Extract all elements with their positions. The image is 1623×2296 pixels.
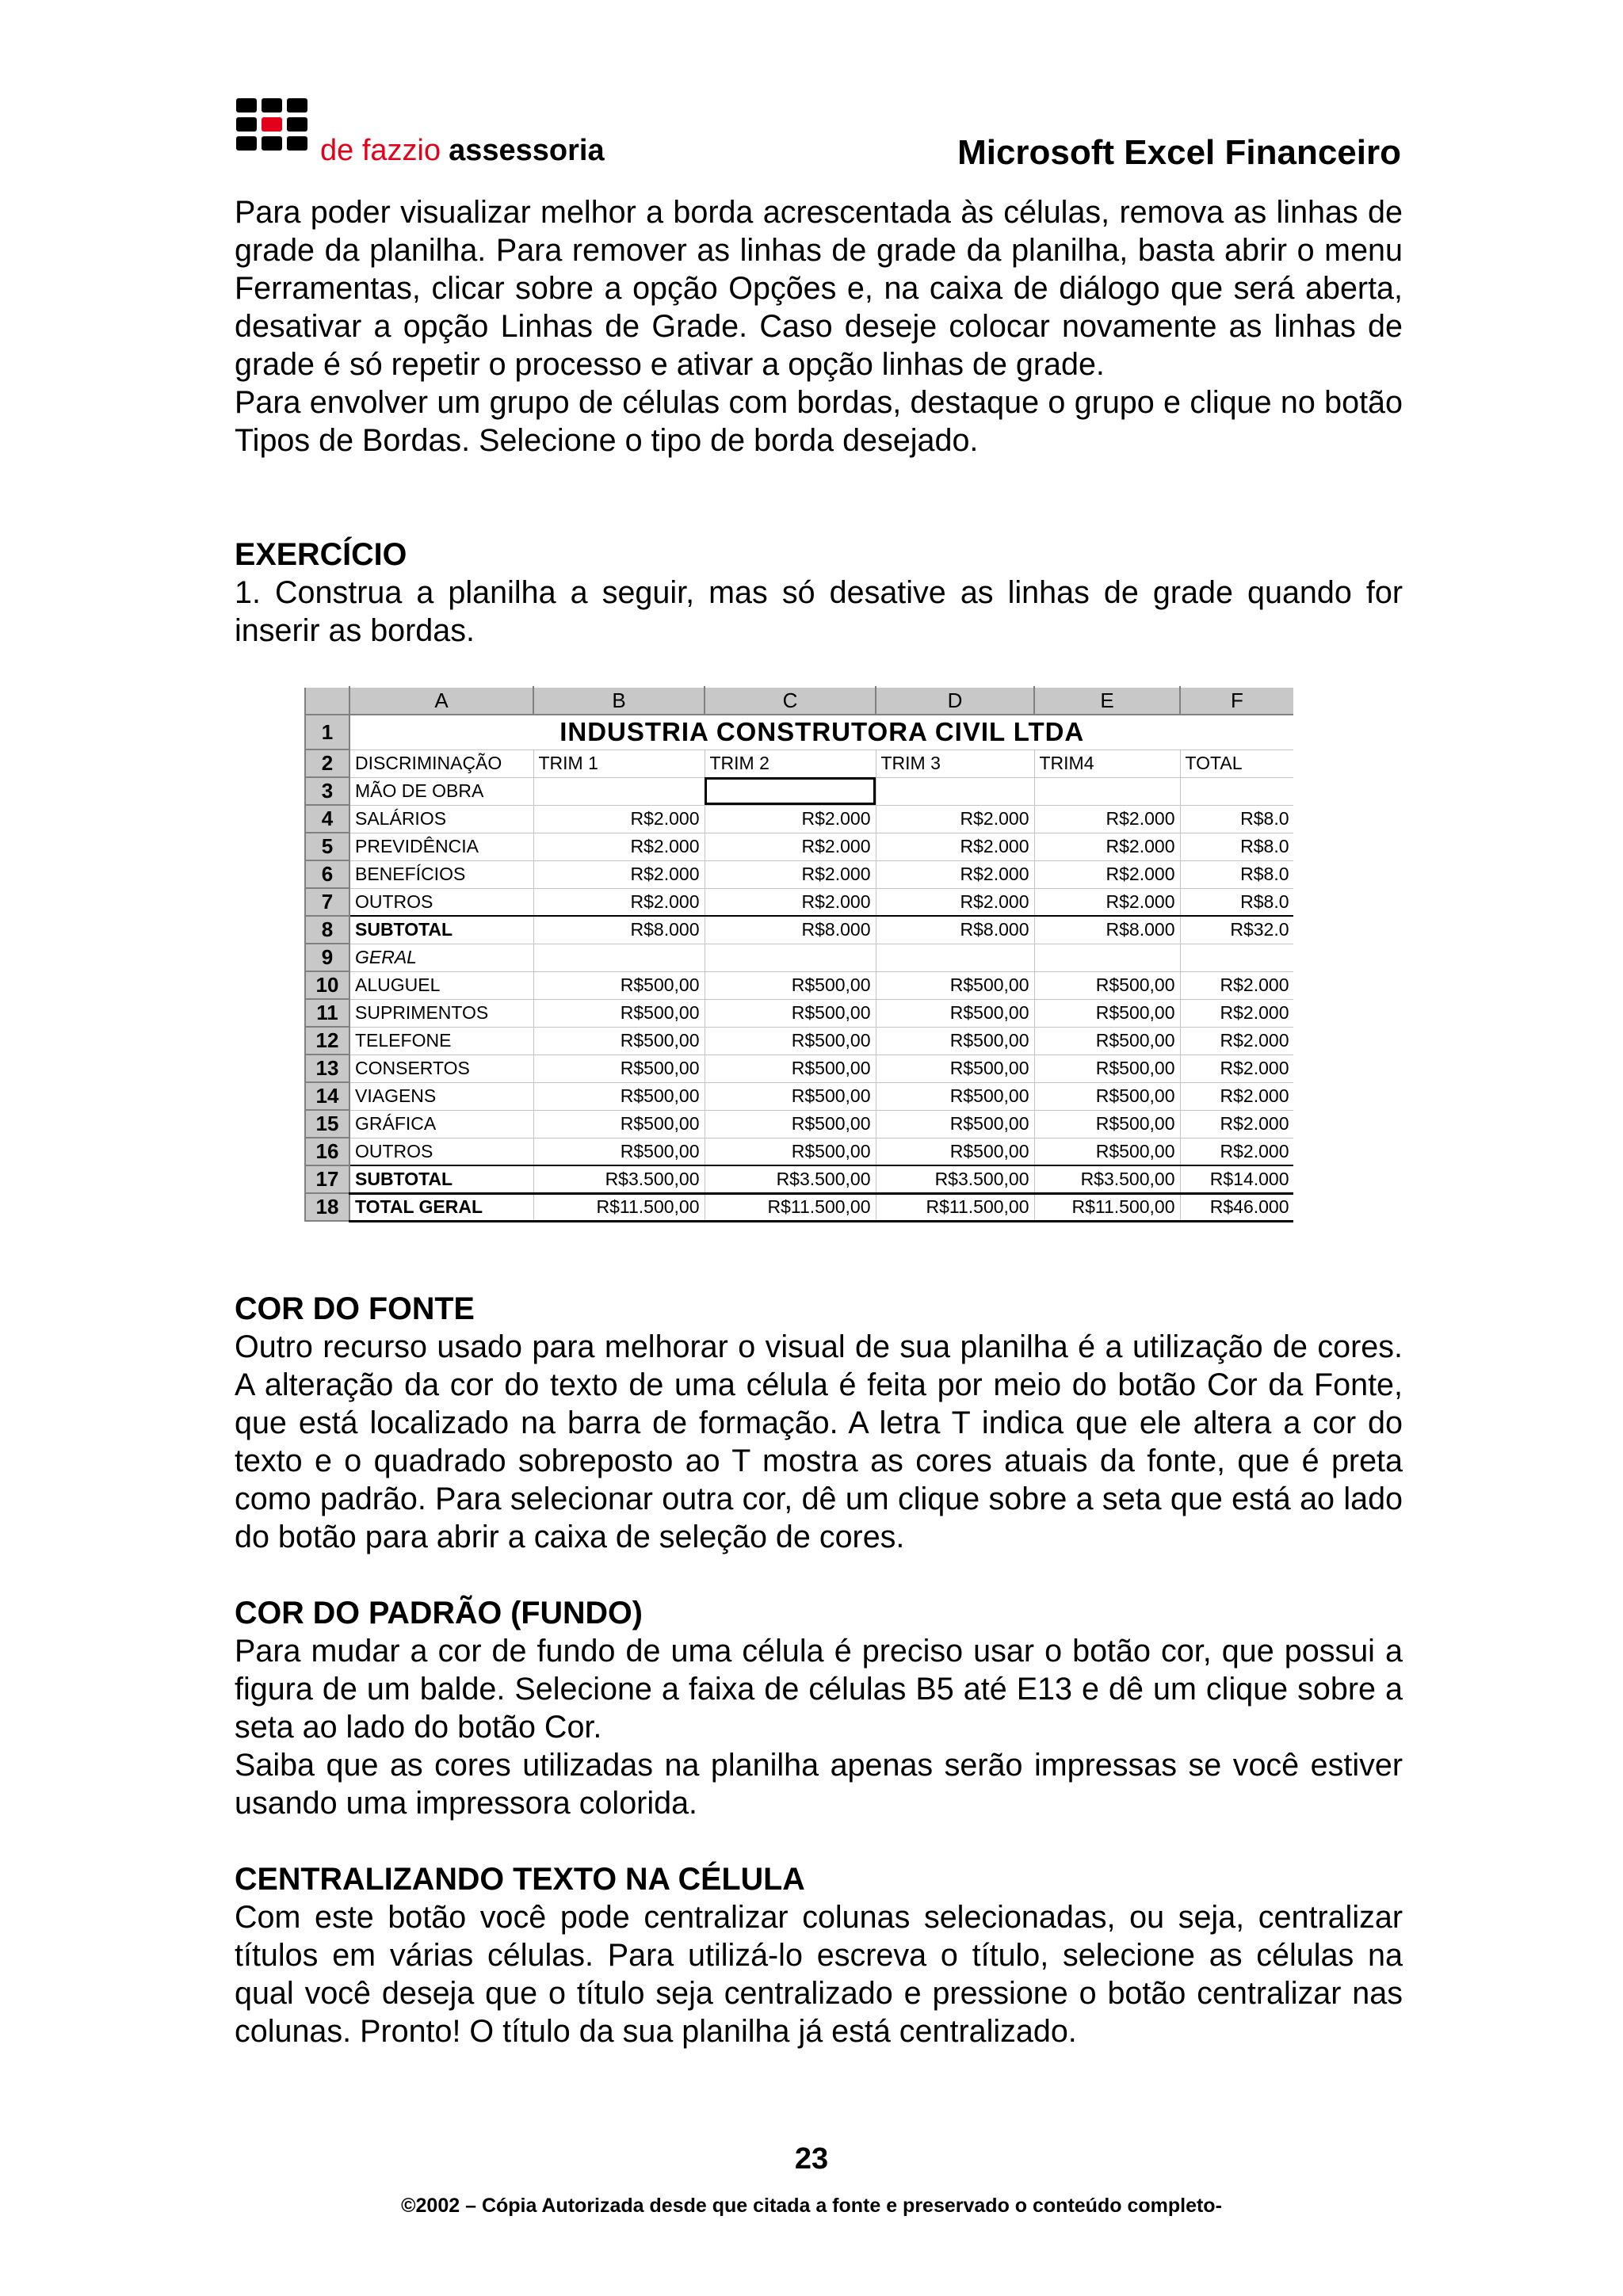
row-label-cell: SALÁRIOS [349,805,533,833]
table-row [305,777,1293,805]
table-row [305,1165,1293,1193]
value-cell [533,777,705,805]
value-cell: R$2.000 [1180,1055,1293,1082]
value-cell: R$46.000 [1180,1193,1293,1221]
value-cell: R$500,00 [1034,1082,1180,1110]
value-cell: R$2.000 [705,805,876,833]
logo-brand-sub: assessoria [449,134,605,167]
value-cell: R$2.000 [705,888,876,916]
value-cell: R$2.000 [1180,1082,1293,1110]
value-cell: R$500,00 [1034,1027,1180,1055]
header-cell: TRIM 1 [533,749,705,777]
value-cell [1180,944,1293,971]
value-cell: R$2.000 [705,833,876,860]
value-cell: R$500,00 [533,1027,705,1055]
value-cell [1034,944,1180,971]
value-cell: R$8.000 [1034,916,1180,944]
value-cell [533,944,705,971]
row-label-cell: BENEFÍCIOS [349,860,533,888]
value-cell: R$500,00 [533,1055,705,1082]
value-cell: R$2.000 [533,860,705,888]
value-cell: R$2.000 [1180,1110,1293,1138]
value-cell: R$500,00 [876,999,1034,1027]
table-row [305,1082,1293,1110]
value-cell: R$500,00 [1034,1110,1180,1138]
row-header: 1 [305,715,349,749]
intro-paragraph-2: Para envolver um grupo de células com bordas, destaque o grupo e clique no botão Tipos de Bordas. Selecione o tipo de borda desejado. [235,385,1403,458]
value-cell: R$500,00 [1034,1055,1180,1082]
value-cell: R$8.000 [533,916,705,944]
exercise-section [235,536,1403,650]
section-paragraph: Saiba que as cores utilizadas na planilha apenas serão impressas se você estiver usando uma impressora colorida. [235,1748,1403,1821]
value-cell: R$3.500,00 [876,1165,1034,1193]
value-cell [1034,777,1180,805]
row-header: 12 [305,1027,349,1055]
table-row [305,1138,1293,1165]
column-header-d: D [876,687,1034,715]
value-cell: R$2.000 [1034,805,1180,833]
value-cell: R$2.000 [876,805,1034,833]
value-cell: R$500,00 [533,1138,705,1165]
row-label-cell: VIAGENS [349,1082,533,1110]
header-cell: TRIM 2 [705,749,876,777]
value-cell [705,777,876,805]
spreadsheet-screenshot [304,686,1293,1258]
value-cell: R$2.000 [705,860,876,888]
section-paragraph: Para mudar a cor de fundo de uma célula é preciso usar o botão cor, que possui a figura de um balde. Selecione a faixa de células B5 até E13 e dê um clique sobre a seta ao lado do botão Cor. [235,1634,1403,1745]
value-cell: R$500,00 [876,1110,1034,1138]
value-cell [705,944,876,971]
row-header: 4 [305,805,349,833]
logo-brand: de fazzio [320,134,441,167]
table-row [305,860,1293,888]
value-cell: R$500,00 [1034,1138,1180,1165]
row-label-cell: SUBTOTAL [349,916,533,944]
row-label-cell: MÃO DE OBRA [349,777,533,805]
intro-section [235,193,1403,460]
value-cell: R$500,00 [705,1110,876,1138]
value-cell: R$500,00 [876,1027,1034,1055]
value-cell: R$2.000 [1180,999,1293,1027]
exercise-heading: EXERCÍCIO [235,537,407,572]
section-paragraph: Outro recurso usado para melhorar o visual de sua planilha é a utilização de cores. A alteração da cor do texto de uma célula é feita por meio do botão Cor da Fonte, que está localizado na barra de formação. A letra T indica que ele altera a cor do texto e o quadrado sobreposto ao T mostra as cores atuais da fonte, que é preta como padrão. Para selecionar outra cor, dê um clique sobre a seta que está ao lado do botão para abrir a caixa de seleção de cores. [235,1329,1403,1554]
row-header: 16 [305,1138,349,1165]
row-header: 15 [305,1110,349,1138]
page-header [236,93,1401,189]
value-cell [876,777,1034,805]
value-cell [876,944,1034,971]
value-cell: R$500,00 [876,971,1034,999]
row-label-cell: TOTAL GERAL [349,1193,533,1221]
column-header-c: C [705,687,876,715]
row-label-cell: SUPRIMENTOS [349,999,533,1027]
row-header: 11 [305,999,349,1027]
value-cell: R$2.000 [533,888,705,916]
row-header: 9 [305,944,349,971]
value-cell: R$2.000 [876,833,1034,860]
table-row [305,944,1293,971]
table-row [305,1193,1293,1221]
header-cell: TRIM 3 [876,749,1034,777]
value-cell: R$2.000 [533,805,705,833]
value-cell: R$8.0 [1180,833,1293,860]
row-header: 13 [305,1055,349,1082]
value-cell: R$8.0 [1180,805,1293,833]
section-center-text [235,1860,1403,2050]
value-cell: R$8.0 [1180,888,1293,916]
row-label-cell: SUBTOTAL [349,1165,533,1193]
value-cell: R$500,00 [705,1055,876,1082]
value-cell: R$8.000 [876,916,1034,944]
table-row [305,833,1293,860]
column-header-a: A [349,687,533,715]
table-row [305,1055,1293,1082]
value-cell: R$2.000 [1034,860,1180,888]
value-cell: R$2.000 [1180,1027,1293,1055]
row-header: 10 [305,971,349,999]
value-cell: R$8.000 [705,916,876,944]
spreadsheet-title: INDUSTRIA CONSTRUTORA CIVIL LTDA [349,715,1293,749]
value-cell: R$11.500,00 [876,1193,1034,1221]
table-row [305,888,1293,916]
section-font-color [235,1290,1403,1556]
value-cell: R$2.000 [1034,888,1180,916]
row-label-cell: ALUGUEL [349,971,533,999]
document-title: Microsoft Excel Financeiro [957,133,1401,172]
value-cell: R$11.500,00 [705,1193,876,1221]
value-cell: R$2.000 [1034,833,1180,860]
section-heading: COR DO PADRÃO (FUNDO) [235,1596,643,1630]
value-cell: R$2.000 [876,860,1034,888]
value-cell: R$3.500,00 [705,1165,876,1193]
section-paragraph: Com este botão você pode centralizar colunas selecionadas, ou seja, centralizar títulos em várias células. Para utilizá-lo escreva o título, selecione as células na qual você deseja que o título seja centralizado e pressione o botão centralizar nas colunas. Pronto! O título da sua planilha já está centralizado. [235,1900,1403,2049]
row-header: 5 [305,833,349,860]
value-cell: R$11.500,00 [533,1193,705,1221]
row-header: 8 [305,916,349,944]
row-header: 2 [305,749,349,777]
header-cell: DISCRIMINAÇÃO [349,749,533,777]
spreadsheet-table [304,686,1293,1222]
logo-text [320,133,605,168]
value-cell: R$14.000 [1180,1165,1293,1193]
page-number: 23 [794,2142,829,2176]
value-cell: R$500,00 [533,999,705,1027]
value-cell: R$3.500,00 [1034,1165,1180,1193]
value-cell: R$500,00 [533,1110,705,1138]
value-cell: R$500,00 [705,971,876,999]
value-cell: R$500,00 [1034,999,1180,1027]
header-cell: TRIM4 [1034,749,1180,777]
value-cell: R$2.000 [1180,971,1293,999]
row-header: 18 [305,1193,349,1221]
intro-paragraph-1: Para poder visualizar melhor a borda acrescentada às células, remova as linhas de grade da planilha. Para remover as linhas de grade da planilha, basta abrir o menu Ferramentas, clicar sobre a opção Opções e, na caixa de diálogo que será aberta, desativar a opção Linhas de Grade. Caso deseje colocar novamente as linhas de grade é só repetir o processo e ativar a opção linhas de grade. [235,195,1403,382]
value-cell: R$8.0 [1180,860,1293,888]
table-row [305,805,1293,833]
row-header: 7 [305,888,349,916]
value-cell: R$500,00 [705,1138,876,1165]
row-label-cell: GRÁFICA [349,1110,533,1138]
value-cell: R$500,00 [533,971,705,999]
row-label-cell: GERAL [349,944,533,971]
column-header-b: B [533,687,705,715]
value-cell: R$500,00 [876,1138,1034,1165]
row-label-cell: PREVIDÊNCIA [349,833,533,860]
row-header: 6 [305,860,349,888]
row-header: 14 [305,1082,349,1110]
table-row [305,1110,1293,1138]
row-label-cell: TELEFONE [349,1027,533,1055]
value-cell [1180,777,1293,805]
column-header-e: E [1034,687,1180,715]
column-header-f: F [1180,687,1293,715]
value-cell: R$2.000 [1180,1138,1293,1165]
exercise-text: 1. Construa a planilha a seguir, mas só desative as linhas de grade quando for inserir as bordas. [235,575,1403,648]
value-cell: R$500,00 [705,1027,876,1055]
logo-grid-icon [236,98,309,168]
value-cell: R$2.000 [533,833,705,860]
header-cell: TOTAL [1180,749,1293,777]
corner-cell [305,687,349,715]
row-label-cell: OUTROS [349,888,533,916]
page-footer: ©2002 – Cópia Autorizada desde que citada a fonte e preservado o conteúdo completo- [401,2195,1222,2217]
value-cell: R$500,00 [533,1082,705,1110]
table-row [305,999,1293,1027]
table-row [305,916,1293,944]
row-header: 3 [305,777,349,805]
section-heading: COR DO FONTE [235,1291,475,1326]
value-cell: R$2.000 [876,888,1034,916]
row-label-cell: OUTROS [349,1138,533,1165]
section-heading: CENTRALIZANDO TEXTO NA CÉLULA [235,1862,805,1897]
table-row [305,1027,1293,1055]
value-cell: R$500,00 [876,1055,1034,1082]
value-cell: R$500,00 [1034,971,1180,999]
table-row [305,971,1293,999]
value-cell: R$3.500,00 [533,1165,705,1193]
value-cell: R$500,00 [705,999,876,1027]
value-cell: R$32.0 [1180,916,1293,944]
section-pattern-color [235,1594,1403,1822]
value-cell: R$500,00 [876,1082,1034,1110]
row-label-cell: CONSERTOS [349,1055,533,1082]
row-header: 17 [305,1165,349,1193]
value-cell: R$11.500,00 [1034,1193,1180,1221]
value-cell: R$500,00 [705,1082,876,1110]
